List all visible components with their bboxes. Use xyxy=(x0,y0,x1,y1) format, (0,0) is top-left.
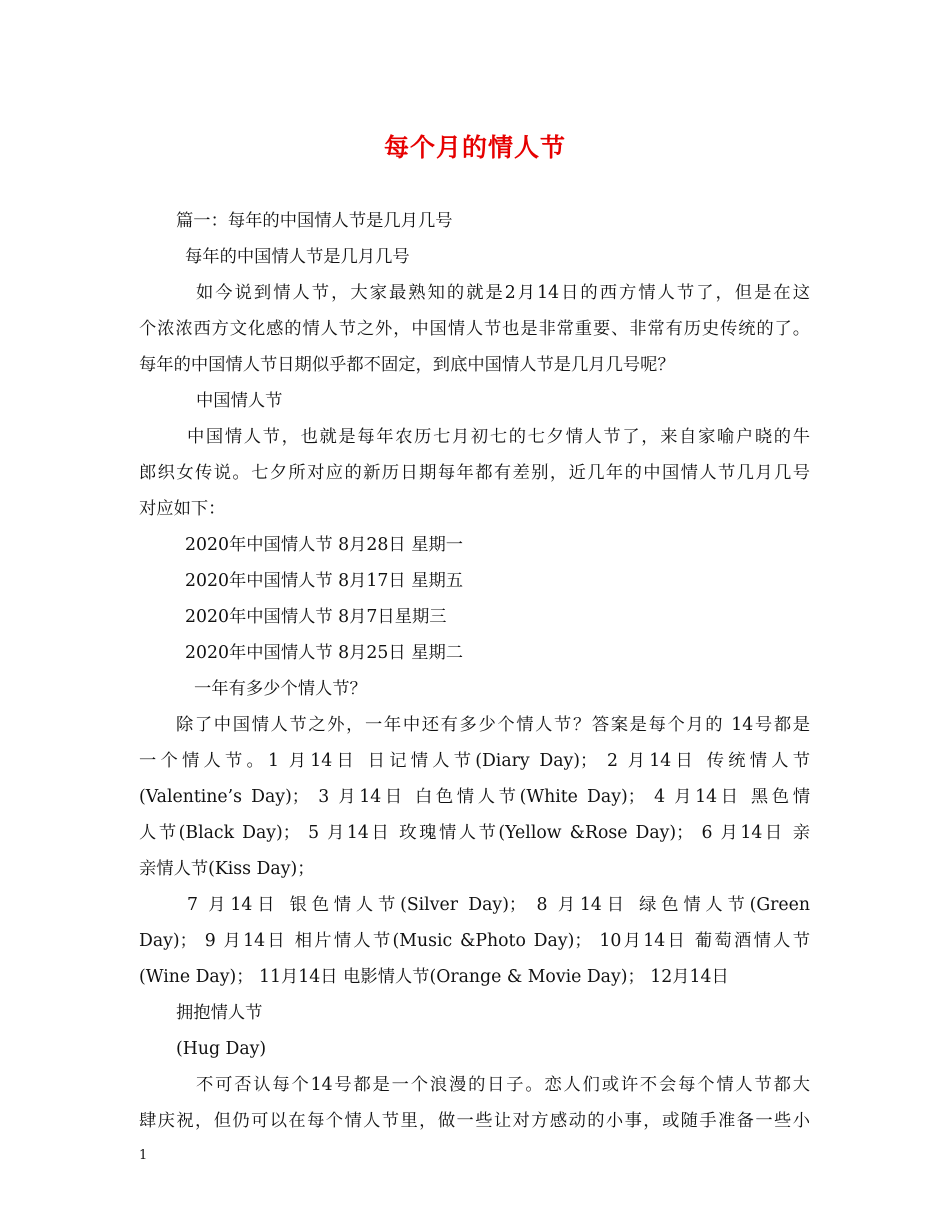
date-line: 2020年中国情人节 8月28日 星期一 xyxy=(185,535,464,555)
paragraph-line: 除了中国情人节之外，一年中还有多少个情人节？答案是每个月的 14号都是 xyxy=(176,715,810,735)
section-heading: 篇一：每年的中国情人节是几月几号 xyxy=(176,211,453,231)
paragraph-line: 对应如下： xyxy=(139,499,226,519)
date-line: 2020年中国情人节 8月25日 星期二 xyxy=(185,643,464,663)
paragraph-line: (Valentine’s Day)； 3 月14日 白色情人节(White Day)； 4 月14日 黑色情 xyxy=(139,787,810,807)
paragraph-line: 不可否认每个14号都是一个浪漫的日子。恋人们或许不会每个情人节都大 xyxy=(196,1075,810,1095)
subheading: 一年有多少个情人节？ xyxy=(194,679,367,699)
paragraph-line: 中国情人节，也就是每年农历七月初七的七夕情人节了，来自家喻户晓的牛 xyxy=(187,427,810,447)
date-line: 2020年中国情人节 8月7日星期三 xyxy=(185,607,447,627)
subheading: 中国情人节 xyxy=(196,391,283,411)
paragraph-line: 7 月14日 银色情人节(Silver Day)； 8 月14日 绿色情人节(Green xyxy=(187,895,810,915)
page-number: 1 xyxy=(139,1148,148,1163)
paragraph-line: 每年的中国情人节日期似乎都不固定，到底中国情人节是几月几号呢？ xyxy=(139,355,675,375)
paragraph-line: 郎织女传说。七夕所对应的新历日期每年都有差别，近几年的中国情人节几月几号 xyxy=(139,463,810,483)
document-title: 每个月的情人节 xyxy=(383,133,566,162)
paragraph-line: 人节(Black Day)； 5 月14日 玫瑰情人节(Yellow &Rose Day)； 6 月14日 亲 xyxy=(139,823,810,843)
subheading: 每年的中国情人节是几月几号 xyxy=(185,247,410,267)
paragraph-line: 个浓浓西方文化感的情人节之外，中国情人节也是非常重要、非常有历史传统的了。 xyxy=(139,319,810,339)
paragraph-line: (Hug Day) xyxy=(176,1039,267,1059)
paragraph-line: 肆庆祝，但仍可以在每个情人节里，做一些让对方感动的小事，或随手准备一些小 xyxy=(139,1111,810,1131)
date-line: 2020年中国情人节 8月17日 星期五 xyxy=(185,571,464,591)
paragraph-line: 一个情人节。1 月14日 日记情人节(Diary Day)； 2 月14日 传统情人节 xyxy=(139,751,810,771)
paragraph-line: 拥抱情人节 xyxy=(176,1003,263,1023)
paragraph-line: 亲情人节(Kiss Day)； xyxy=(139,859,315,879)
paragraph-line: (Wine Day)； 11月14日 电影情人节(Orange & Movie Day)； 12月14日 xyxy=(139,967,729,987)
paragraph-line: Day)； 9 月14日 相片情人节(Music &Photo Day)； 10月14日 葡萄酒情人节 xyxy=(139,931,810,951)
paragraph-line: 如今说到情人节，大家最熟知的就是2月14日的西方情人节了，但是在这 xyxy=(196,283,810,303)
